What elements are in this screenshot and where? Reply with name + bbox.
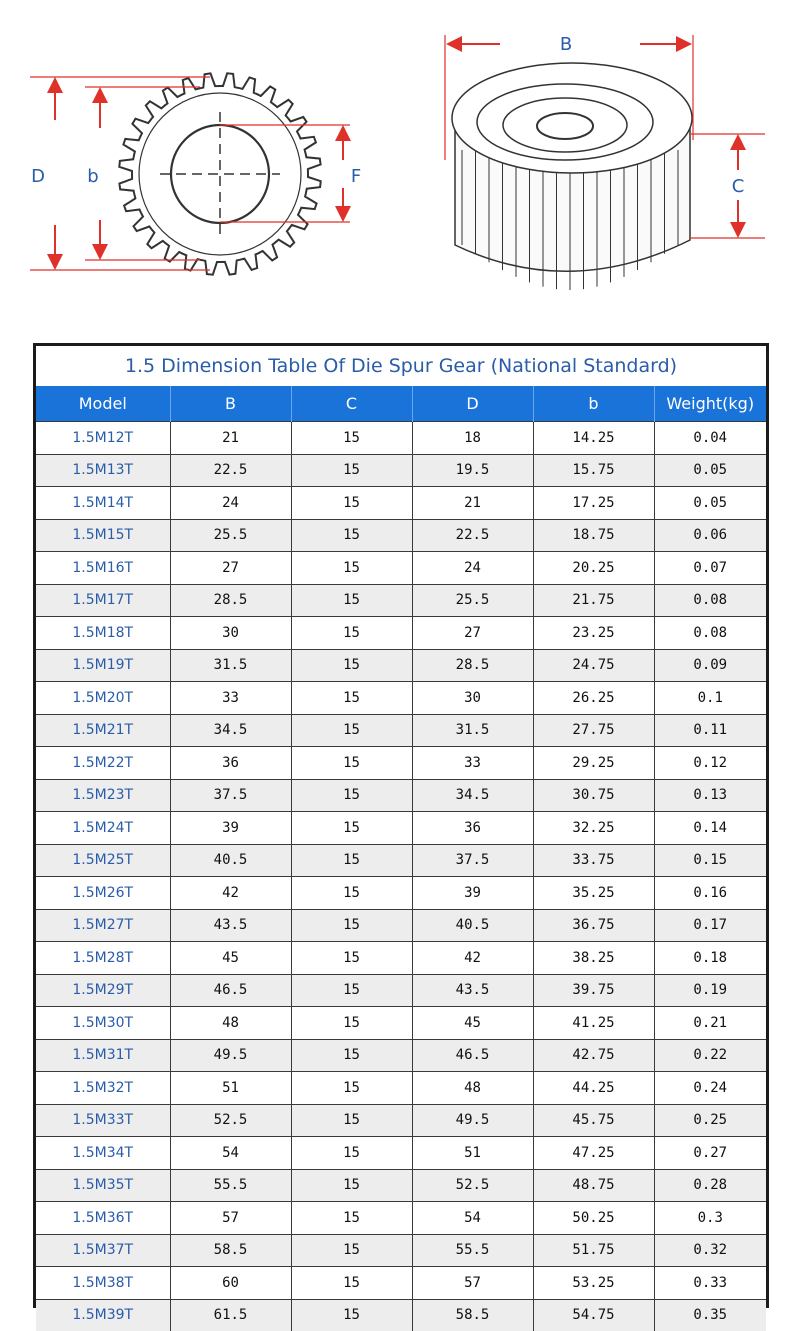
value-cell: 31.5 (412, 714, 533, 747)
value-cell: 42.75 (533, 1039, 654, 1072)
model-cell: 1.5M35T (36, 1169, 170, 1202)
value-cell: 29.25 (533, 747, 654, 780)
value-cell: 0.19 (654, 974, 766, 1007)
value-cell: 43.5 (170, 909, 291, 942)
value-cell: 51 (170, 1072, 291, 1105)
value-cell: 31.5 (170, 649, 291, 682)
value-cell: 27 (412, 617, 533, 650)
column-header: D (412, 386, 533, 422)
model-cell: 1.5M17T (36, 584, 170, 617)
table-row (36, 649, 766, 682)
value-cell: 0.28 (654, 1169, 766, 1202)
column-header: C (291, 386, 412, 422)
value-cell: 15.75 (533, 454, 654, 487)
table-row (36, 1072, 766, 1105)
value-cell: 51 (412, 1137, 533, 1170)
value-cell: 39.75 (533, 974, 654, 1007)
table-row (36, 747, 766, 780)
value-cell: 0.15 (654, 844, 766, 877)
gear-diagrams (0, 0, 800, 330)
table-row (36, 422, 766, 455)
value-cell: 37.5 (412, 844, 533, 877)
value-cell: 0.27 (654, 1137, 766, 1170)
value-cell: 0.13 (654, 779, 766, 812)
table-row (36, 617, 766, 650)
isometric-gear (452, 63, 692, 290)
value-cell: 30.75 (533, 779, 654, 812)
value-cell: 0.06 (654, 519, 766, 552)
column-header: B (170, 386, 291, 422)
value-cell: 42 (412, 942, 533, 975)
value-cell: 28.5 (412, 649, 533, 682)
value-cell: 54 (412, 1202, 533, 1235)
value-cell: 26.25 (533, 682, 654, 715)
model-cell: 1.5M28T (36, 942, 170, 975)
table-row (36, 877, 766, 910)
value-cell: 21 (412, 487, 533, 520)
value-cell: 0.33 (654, 1267, 766, 1300)
value-cell: 0.08 (654, 617, 766, 650)
value-cell: 48 (170, 1007, 291, 1040)
table-row (36, 584, 766, 617)
value-cell: 14.25 (533, 422, 654, 455)
model-cell: 1.5M25T (36, 844, 170, 877)
model-cell: 1.5M18T (36, 617, 170, 650)
label-C: C (731, 176, 745, 197)
value-cell: 0.05 (654, 454, 766, 487)
table-row (36, 519, 766, 552)
front-view-gear (119, 73, 320, 274)
value-cell: 15 (291, 1202, 412, 1235)
table-header-row (36, 386, 766, 422)
value-cell: 15 (291, 1267, 412, 1300)
value-cell: 0.25 (654, 1104, 766, 1137)
column-header: Weight(kg) (654, 386, 766, 422)
table-row (36, 714, 766, 747)
value-cell: 45 (412, 1007, 533, 1040)
value-cell: 35.25 (533, 877, 654, 910)
model-cell: 1.5M15T (36, 519, 170, 552)
label-F: F (350, 166, 362, 187)
value-cell: 0.35 (654, 1299, 766, 1331)
value-cell: 34.5 (170, 714, 291, 747)
model-cell: 1.5M21T (36, 714, 170, 747)
value-cell: 24 (412, 552, 533, 585)
value-cell: 15 (291, 1137, 412, 1170)
table-row (36, 1202, 766, 1235)
model-cell: 1.5M33T (36, 1104, 170, 1137)
value-cell: 57 (170, 1202, 291, 1235)
model-cell: 1.5M29T (36, 974, 170, 1007)
value-cell: 49.5 (412, 1104, 533, 1137)
model-cell: 1.5M20T (36, 682, 170, 715)
value-cell: 15 (291, 1104, 412, 1137)
table-row (36, 1267, 766, 1300)
value-cell: 45 (170, 942, 291, 975)
model-cell: 1.5M34T (36, 1137, 170, 1170)
value-cell: 18.75 (533, 519, 654, 552)
value-cell: 58.5 (412, 1299, 533, 1331)
table-row (36, 552, 766, 585)
value-cell: 60 (170, 1267, 291, 1300)
value-cell: 42 (170, 877, 291, 910)
value-cell: 15 (291, 487, 412, 520)
value-cell: 18 (412, 422, 533, 455)
model-cell: 1.5M37T (36, 1234, 170, 1267)
value-cell: 15 (291, 974, 412, 1007)
model-cell: 1.5M26T (36, 877, 170, 910)
value-cell: 48 (412, 1072, 533, 1105)
value-cell: 0.14 (654, 812, 766, 845)
model-cell: 1.5M30T (36, 1007, 170, 1040)
value-cell: 30 (170, 617, 291, 650)
value-cell: 55.5 (412, 1234, 533, 1267)
value-cell: 15 (291, 714, 412, 747)
value-cell: 0.22 (654, 1039, 766, 1072)
value-cell: 24 (170, 487, 291, 520)
value-cell: 27 (170, 552, 291, 585)
value-cell: 32.25 (533, 812, 654, 845)
model-cell: 1.5M36T (36, 1202, 170, 1235)
value-cell: 24.75 (533, 649, 654, 682)
table-row (36, 1234, 766, 1267)
model-cell: 1.5M13T (36, 454, 170, 487)
value-cell: 17.25 (533, 487, 654, 520)
label-B: B (559, 34, 573, 55)
value-cell: 15 (291, 454, 412, 487)
value-cell: 28.5 (170, 584, 291, 617)
value-cell: 33.75 (533, 844, 654, 877)
table-row (36, 682, 766, 715)
value-cell: 52.5 (412, 1169, 533, 1202)
value-cell: 15 (291, 909, 412, 942)
column-header: b (533, 386, 654, 422)
table-row (36, 1137, 766, 1170)
value-cell: 0.12 (654, 747, 766, 780)
value-cell: 15 (291, 584, 412, 617)
value-cell: 0.09 (654, 649, 766, 682)
value-cell: 0.21 (654, 1007, 766, 1040)
value-cell: 19.5 (412, 454, 533, 487)
table-title: 1.5 Dimension Table Of Die Spur Gear (National Standard) (124, 355, 678, 377)
model-cell: 1.5M23T (36, 779, 170, 812)
value-cell: 15 (291, 1234, 412, 1267)
value-cell: 15 (291, 617, 412, 650)
value-cell: 15 (291, 422, 412, 455)
value-cell: 0.18 (654, 942, 766, 975)
value-cell: 0.05 (654, 487, 766, 520)
table-row (36, 487, 766, 520)
dimension-table (33, 343, 769, 1324)
table-row (36, 1104, 766, 1137)
value-cell: 46.5 (170, 974, 291, 1007)
value-cell: 33 (170, 682, 291, 715)
model-cell: 1.5M32T (36, 1072, 170, 1105)
value-cell: 20.25 (533, 552, 654, 585)
model-cell: 1.5M22T (36, 747, 170, 780)
table-row (36, 454, 766, 487)
model-cell: 1.5M12T (36, 422, 170, 455)
value-cell: 44.25 (533, 1072, 654, 1105)
table-row (36, 942, 766, 975)
value-cell: 15 (291, 779, 412, 812)
value-cell: 27.75 (533, 714, 654, 747)
value-cell: 52.5 (170, 1104, 291, 1137)
value-cell: 15 (291, 519, 412, 552)
value-cell: 53.25 (533, 1267, 654, 1300)
value-cell: 40.5 (412, 909, 533, 942)
table-row (36, 1299, 766, 1331)
model-cell: 1.5M31T (36, 1039, 170, 1072)
value-cell: 0.24 (654, 1072, 766, 1105)
value-cell: 39 (412, 877, 533, 910)
label-b: b (87, 166, 99, 187)
model-cell: 1.5M16T (36, 552, 170, 585)
value-cell: 55.5 (170, 1169, 291, 1202)
value-cell: 0.1 (654, 682, 766, 715)
value-cell: 15 (291, 877, 412, 910)
value-cell: 23.25 (533, 617, 654, 650)
label-D: D (31, 166, 45, 187)
value-cell: 15 (291, 682, 412, 715)
model-cell: 1.5M38T (36, 1267, 170, 1300)
value-cell: 15 (291, 1072, 412, 1105)
value-cell: 15 (291, 649, 412, 682)
table-row (36, 974, 766, 1007)
value-cell: 57 (412, 1267, 533, 1300)
value-cell: 15 (291, 812, 412, 845)
value-cell: 49.5 (170, 1039, 291, 1072)
value-cell: 0.11 (654, 714, 766, 747)
value-cell: 34.5 (412, 779, 533, 812)
value-cell: 47.25 (533, 1137, 654, 1170)
table-row (36, 844, 766, 877)
value-cell: 15 (291, 1169, 412, 1202)
value-cell: 25.5 (412, 584, 533, 617)
spec-table (36, 386, 766, 1331)
value-cell: 50.25 (533, 1202, 654, 1235)
value-cell: 15 (291, 844, 412, 877)
value-cell: 15 (291, 942, 412, 975)
table-row (36, 1039, 766, 1072)
model-cell: 1.5M24T (36, 812, 170, 845)
value-cell: 0.3 (654, 1202, 766, 1235)
value-cell: 51.75 (533, 1234, 654, 1267)
value-cell: 37.5 (170, 779, 291, 812)
value-cell: 0.32 (654, 1234, 766, 1267)
table-row (36, 909, 766, 942)
value-cell: 0.07 (654, 552, 766, 585)
value-cell: 41.25 (533, 1007, 654, 1040)
model-cell: 1.5M39T (36, 1299, 170, 1331)
value-cell: 15 (291, 552, 412, 585)
table-row (36, 779, 766, 812)
value-cell: 39 (170, 812, 291, 845)
value-cell: 15 (291, 747, 412, 780)
value-cell: 43.5 (412, 974, 533, 1007)
value-cell: 15 (291, 1039, 412, 1072)
value-cell: 0.04 (654, 422, 766, 455)
model-cell: 1.5M19T (36, 649, 170, 682)
model-cell: 1.5M14T (36, 487, 170, 520)
table-row (36, 812, 766, 845)
value-cell: 45.75 (533, 1104, 654, 1137)
value-cell: 15 (291, 1299, 412, 1331)
value-cell: 40.5 (170, 844, 291, 877)
value-cell: 25.5 (170, 519, 291, 552)
value-cell: 21 (170, 422, 291, 455)
value-cell: 30 (412, 682, 533, 715)
value-cell: 38.25 (533, 942, 654, 975)
value-cell: 46.5 (412, 1039, 533, 1072)
value-cell: 36.75 (533, 909, 654, 942)
table-row (36, 1007, 766, 1040)
table-row (36, 1169, 766, 1202)
column-header: Model (36, 386, 170, 422)
value-cell: 15 (291, 1007, 412, 1040)
value-cell: 0.08 (654, 584, 766, 617)
value-cell: 22.5 (170, 454, 291, 487)
value-cell: 54 (170, 1137, 291, 1170)
value-cell: 61.5 (170, 1299, 291, 1331)
value-cell: 22.5 (412, 519, 533, 552)
value-cell: 21.75 (533, 584, 654, 617)
value-cell: 58.5 (170, 1234, 291, 1267)
value-cell: 36 (170, 747, 291, 780)
value-cell: 0.16 (654, 877, 766, 910)
value-cell: 54.75 (533, 1299, 654, 1331)
value-cell: 36 (412, 812, 533, 845)
value-cell: 48.75 (533, 1169, 654, 1202)
value-cell: 33 (412, 747, 533, 780)
model-cell: 1.5M27T (36, 909, 170, 942)
value-cell: 0.17 (654, 909, 766, 942)
